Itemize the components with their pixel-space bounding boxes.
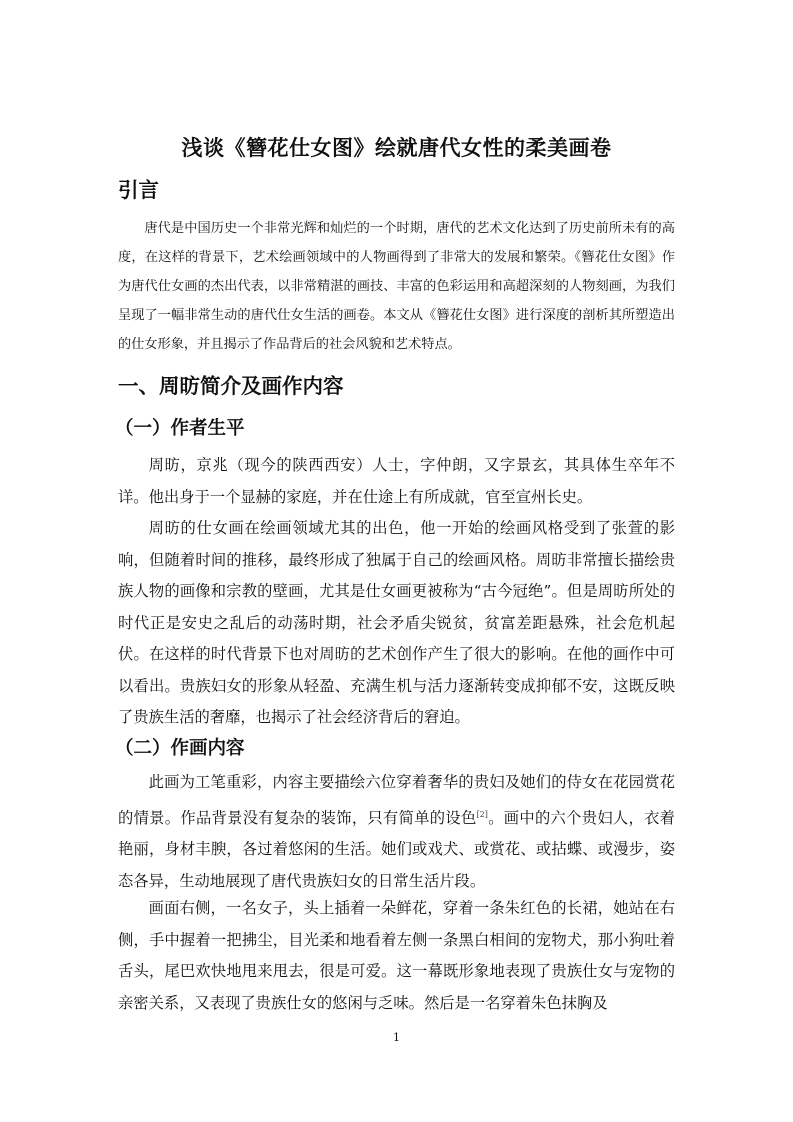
section1-sub2-heading: （二）作画内容 xyxy=(115,738,245,759)
citation-marker[interactable]: [2] xyxy=(476,809,488,819)
sub2-paragraph-2: 画面右侧，一名女子，头上插着一朵鲜花，穿着一条朱红色的长裙，她站在右侧，手中握着一把拂尘，目光柔和地看着左侧一条黑白相间的宠物犬，那小狗吐着舌头，尾巴欢快地甩来甩去，很是可爱。这一幕既形象地表现了贵族仕女与宠物的亲密关系，又表现了贵族仕女的悠闲与乏味。然后是一名穿着朱色抹胸及 xyxy=(118,899,675,1012)
section1-sub1-heading: （一）作者生平 xyxy=(115,418,245,439)
intro-paragraph: 唐代是中国历史一个非常光辉和灿烂的一个时期，唐代的艺术文化达到了历史前所未有的高度，在这样的背景下，艺术绘画领域中的人物画得到了非常大的发展和繁荣。《簪花仕女图》作为唐代仕女画的杰出代表，以非常精湛的画技、丰富的色彩运用和高超深刻的人物刻画，为我们呈现了一幅非常生动的唐代仕女生活的画卷。本文从《簪花仕女图》进行深度的剖析其所塑造出的仕女形象，并且揭示了作品背后的社会风貌和艺术特点。 xyxy=(118,221,675,352)
sub1-paragraph-2: 周昉的仕女画在绘画领域尤其的出色，他一开始的绘画风格受到了张萱的影响，但随着时间的推移，最终形成了独属于自己的绘画风格。周昉非常擅长描绘贵族人物的画像和宗教的壁画，尤其是仕女画更被称为“古今冠绝”。但是周昉所处的时代正是安史之乱后的动荡时期，社会矛盾尖锐贫，贫富差距悬殊，社会危机起伏。在这样的时代背景下也对周昉的艺术创作产生了很大的影响。在他的画作中可以看出。贵族妇女的形象从轻盈、充满生机与活力逐渐转变成抑郁不安，这既反映了贵族生活的奢靡，也揭示了社会经济背后的窘迫。 xyxy=(118,519,675,726)
sub2-paragraph-1 xyxy=(118,767,675,897)
section1-heading: 一、周昉简介及画作内容 xyxy=(118,374,344,398)
sub2-paragraph-1-text-a: 此画为工笔重彩，内容主要描绘六位穿着奢华的贵妇及她们的侍女在花园赏花的情景。作品背景没有复杂的装饰，只有简单的设色 xyxy=(118,773,675,827)
sub1-paragraph-1: 周昉，京兆（现今的陕西西安）人士，字仲朗，又字景玄，其具体生卒年不详。他出身于一个显赫的家庭，并在仕途上有所成就，官至宣州长史。 xyxy=(118,456,675,506)
intro-heading: 引言 xyxy=(118,178,159,202)
document-title: 浅谈《簪花仕女图》绘就唐代女性的柔美画卷 xyxy=(181,136,612,160)
page-number: 1 xyxy=(393,1031,400,1044)
sub2-paragraph-1-text-b: 。画中的六个贵妇人，衣着艳丽，身材丰腴，各过着悠闲的生活。她们或戏犬、或赏花、或拈蝶、或漫步，姿态各异，生动地展现了唐代贵族妇女的日常生活片段。 xyxy=(118,808,675,890)
